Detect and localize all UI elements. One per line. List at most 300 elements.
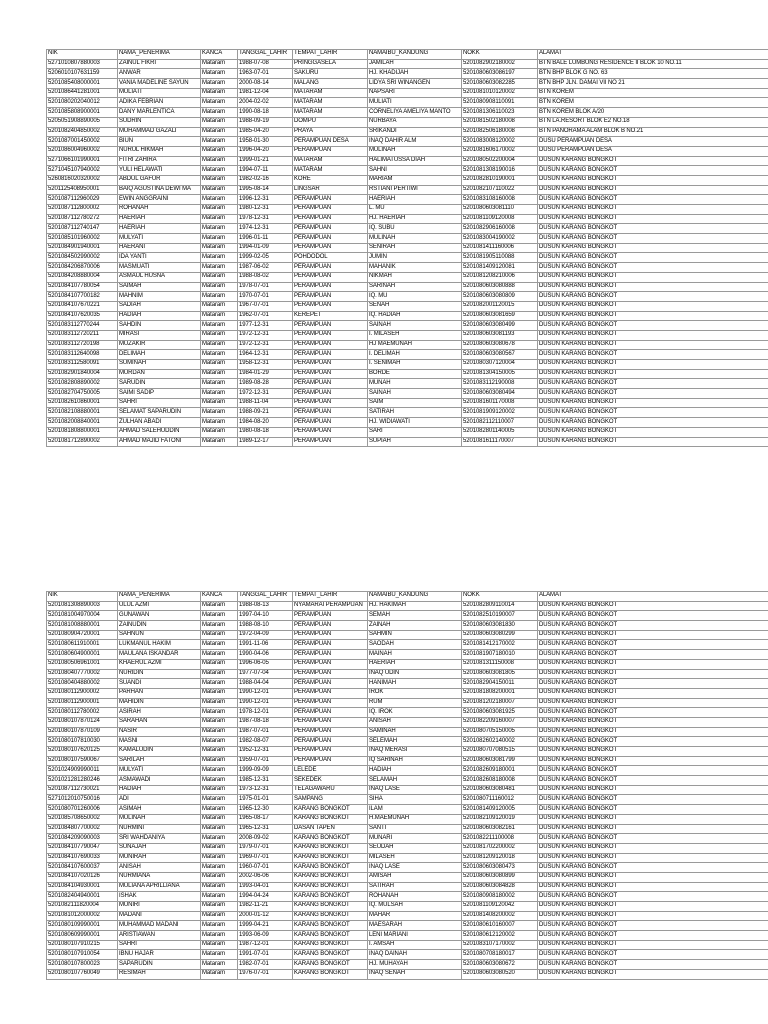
table-cell: 5201081808800001 bbox=[47, 427, 118, 437]
table-cell: 5201087001450002 bbox=[47, 137, 118, 147]
table-cell: 5201082610860001 bbox=[47, 398, 118, 408]
table-cell: 5201081702200002 bbox=[462, 843, 538, 853]
table-cell: 5201084502990002 bbox=[47, 253, 118, 263]
table-row bbox=[47, 272, 768, 282]
table-cell: MATARAM bbox=[293, 156, 368, 166]
table-cell: 5201081208210006 bbox=[462, 272, 538, 282]
table-cell: SUANDI bbox=[118, 679, 201, 689]
table-cell: Mataram bbox=[201, 253, 238, 263]
table-cell: 5201082808890002 bbox=[47, 379, 118, 389]
table-cell: 1975-01-01 bbox=[238, 795, 293, 805]
table-cell: MULIATI bbox=[368, 98, 462, 108]
table-cell: HAERIAH bbox=[368, 195, 462, 205]
table-cell: 5201080708180017 bbox=[462, 950, 538, 960]
table-cell: HANIMAH bbox=[368, 679, 462, 689]
table-cell: KARANG BONGKOT bbox=[293, 843, 368, 853]
table-cell: Mataram bbox=[201, 717, 238, 727]
table-cell: PERAMPUAN bbox=[293, 146, 368, 156]
table-row bbox=[47, 921, 768, 931]
table-row bbox=[47, 224, 768, 234]
table-row bbox=[47, 398, 768, 408]
table-cell: PERAMPUAN bbox=[293, 369, 368, 379]
table-cell: PERAMPUAN bbox=[293, 214, 368, 224]
table-cell: DUSUN KARANG BONGKOT bbox=[538, 882, 768, 892]
table-cell: PERAMPUAN bbox=[293, 360, 368, 370]
table-cell: 1990-04-06 bbox=[238, 650, 293, 660]
table-row bbox=[47, 408, 768, 418]
table-cell: MASMUATI bbox=[118, 263, 201, 273]
table-cell: DUSUN KARANG BONGKOT bbox=[538, 360, 768, 370]
table-cell: Mataram bbox=[201, 156, 238, 166]
table-cell: DUSUN KARANG BONGKOT bbox=[538, 427, 768, 437]
table-cell: NURUL HIKMAH bbox=[118, 146, 201, 156]
table-cell: KAMALUDIN bbox=[118, 747, 201, 757]
table-cell: MATARAM bbox=[293, 166, 368, 176]
table-cell: 5201082211100008 bbox=[462, 834, 538, 844]
table-cell: BIUN bbox=[118, 137, 201, 147]
table-cell: 1959-07-01 bbox=[238, 756, 293, 766]
table-row bbox=[47, 727, 768, 737]
table-row bbox=[47, 69, 768, 79]
table-cell: MUZAKIR bbox=[118, 340, 201, 350]
table-row bbox=[47, 630, 768, 640]
table-cell: DUSUN KARANG BONGKOT bbox=[538, 650, 768, 660]
table-cell: KARANG BONGKOT bbox=[293, 882, 368, 892]
table-cell: MUNIRI bbox=[118, 902, 201, 912]
table-row bbox=[47, 205, 768, 215]
table-cell: ZAINUDIN bbox=[118, 621, 201, 631]
table-cell: 1978-12-31 bbox=[238, 214, 293, 224]
table-cell: DUSUN KARANG BONGKOT bbox=[538, 214, 768, 224]
table-cell: IQ. SUBU bbox=[368, 224, 462, 234]
table-cell: 5271045107940002 bbox=[47, 166, 118, 176]
table-cell: ADIKA FEBRIAN bbox=[118, 98, 201, 108]
table-cell: KARANG BONGKOT bbox=[293, 931, 368, 941]
table-row bbox=[47, 708, 768, 718]
table-cell: 5201084107700182 bbox=[47, 292, 118, 302]
table-cell: Mataram bbox=[201, 650, 238, 660]
table-cell: INAQ DAHIR ALM bbox=[368, 137, 462, 147]
table-cell: 5201081308190016 bbox=[462, 166, 538, 176]
table-cell: KARANG BONGKOT bbox=[293, 863, 368, 873]
table-cell: Mataram bbox=[201, 872, 238, 882]
table-row bbox=[47, 776, 768, 786]
table-cell: DUSUN KARANG BONGKOT bbox=[538, 766, 768, 776]
table-cell: DUSUN KARANG BONGKOT bbox=[538, 272, 768, 282]
table-cell: Mataram bbox=[201, 137, 238, 147]
table-cell: PERAMPUAN bbox=[293, 727, 368, 737]
table-cell: 5201080109990001 bbox=[47, 921, 118, 931]
table-cell: PERAMPUAN bbox=[293, 301, 368, 311]
table-cell: PERAMPUAN bbox=[293, 205, 368, 215]
table-cell: DUSUN KARANG BONGKOT bbox=[538, 234, 768, 244]
table-cell: PERAMPUAN bbox=[293, 659, 368, 669]
table-cell: 5201081606170002 bbox=[462, 146, 538, 156]
table-cell: 1982-08-07 bbox=[238, 737, 293, 747]
table-cell: Mataram bbox=[201, 882, 238, 892]
column-header: NAMAIBU_KANDUNG bbox=[368, 592, 462, 602]
table-cell: 1958-01-30 bbox=[238, 137, 293, 147]
table-cell: PERAMPUAN DESA bbox=[293, 137, 368, 147]
table-cell: 5201082112110007 bbox=[462, 418, 538, 428]
table-cell: BTN BALE LUMBUNG RESIDENCE II BLOK 10 NO.11 bbox=[538, 59, 768, 69]
table-cell: PERAMPUAN bbox=[293, 630, 368, 640]
table-cell: 5201084107020126 bbox=[47, 872, 118, 882]
table-cell: 5201080107800023 bbox=[47, 960, 118, 970]
table-cell: MAINAH bbox=[368, 650, 462, 660]
table-cell: Mataram bbox=[201, 389, 238, 399]
table-cell: 1990-08-18 bbox=[238, 108, 293, 118]
table-cell: DUSUN KARANG BONGKOT bbox=[538, 931, 768, 941]
table-cell: 5201082810190001 bbox=[462, 175, 538, 185]
column-header: ALAMAT bbox=[538, 50, 768, 60]
table-cell: Mataram bbox=[201, 931, 238, 941]
table-cell: PERAMPUAN bbox=[293, 195, 368, 205]
table-cell: SAMINAH bbox=[368, 727, 462, 737]
table-cell: DUSUN KARANG BONGKOT bbox=[538, 340, 768, 350]
table-cell: ISHAK bbox=[118, 892, 201, 902]
table-cell: 5201080603084828 bbox=[462, 882, 538, 892]
table-row bbox=[47, 698, 768, 708]
table-cell: Mataram bbox=[201, 146, 238, 156]
table-cell: PERAMPUAN bbox=[293, 747, 368, 757]
table-cell: 1994-01-09 bbox=[238, 243, 293, 253]
table-cell: IQ. HADIAH bbox=[368, 311, 462, 321]
table-row bbox=[47, 931, 768, 941]
column-header: KANCA bbox=[201, 592, 238, 602]
table-cell: MATARAM bbox=[293, 108, 368, 118]
table-cell: HALIMATUSSA DIAH bbox=[368, 156, 462, 166]
table-cell: MULINAH bbox=[368, 234, 462, 244]
table-cell: DUSUN KARANG BONGKOT bbox=[538, 350, 768, 360]
table-row bbox=[47, 98, 768, 108]
table-cell: PERAMPUAN bbox=[293, 234, 368, 244]
table-cell: Mataram bbox=[201, 205, 238, 215]
table-cell: Mataram bbox=[201, 737, 238, 747]
table-cell: BTN KOREM bbox=[538, 98, 768, 108]
table-cell: MAULANA ISKANDAR bbox=[118, 650, 201, 660]
column-header: TANGGAL_LAHIR bbox=[238, 50, 293, 60]
table-cell: SAINAH bbox=[368, 389, 462, 399]
table-cell: Mataram bbox=[201, 175, 238, 185]
table-row bbox=[47, 611, 768, 621]
table-row bbox=[47, 717, 768, 727]
table-cell: 1972-04-09 bbox=[238, 630, 293, 640]
table-row bbox=[47, 234, 768, 244]
table-cell: 5201080107910215 bbox=[47, 940, 118, 950]
table-cell: SAINAH bbox=[368, 321, 462, 331]
table-cell: Mataram bbox=[201, 834, 238, 844]
table-cell: KARANG BONGKOT bbox=[293, 921, 368, 931]
table-cell: DUSUN KARANG BONGKOT bbox=[538, 911, 768, 921]
header-row bbox=[47, 592, 768, 602]
table-cell: 5201080603080672 bbox=[462, 960, 538, 970]
table-cell: AMISAH bbox=[368, 872, 462, 882]
table-cell: 5201081408200002 bbox=[462, 911, 538, 921]
table-cell: HAERIAH bbox=[368, 659, 462, 669]
table-cell: Mataram bbox=[201, 747, 238, 757]
table-cell: SAHNI bbox=[368, 166, 462, 176]
table-cell: 5201080603080520 bbox=[462, 969, 538, 979]
table-cell: 5201081311150008 bbox=[462, 659, 538, 669]
table-cell: PERAMPUAN bbox=[293, 224, 368, 234]
table-cell: DUSUN KARANG BONGKOT bbox=[538, 243, 768, 253]
table-cell: KARANG BONGKOT bbox=[293, 805, 368, 815]
table-cell: 5201084807700002 bbox=[47, 824, 118, 834]
table-cell: 5201082108880001 bbox=[47, 408, 118, 418]
table-cell: 5201080404880002 bbox=[47, 679, 118, 689]
table-cell: 5201081411160006 bbox=[462, 243, 538, 253]
table-cell: 5271012010750016 bbox=[47, 795, 118, 805]
table-cell: 5201081502180008 bbox=[462, 117, 538, 127]
table-cell: IQ. MULSAH bbox=[368, 902, 462, 912]
table-row bbox=[47, 659, 768, 669]
table-cell: Mataram bbox=[201, 659, 238, 669]
table-cell: PERAMPUAN bbox=[293, 379, 368, 389]
table-cell: 1989-08-28 bbox=[238, 379, 293, 389]
table-cell: 5201080705150005 bbox=[462, 727, 538, 737]
table-cell: SELAMAH bbox=[368, 776, 462, 786]
table-cell: DUSUN KARANG BONGKOT bbox=[538, 601, 768, 611]
table-cell: L. MU bbox=[368, 205, 462, 215]
table-cell: DUSUN KARANG BONGKOT bbox=[538, 892, 768, 902]
table-cell: Mataram bbox=[201, 263, 238, 273]
table-cell: 5201082209160007 bbox=[462, 717, 538, 727]
table-cell: 1988-09-19 bbox=[238, 117, 293, 127]
table-cell: 5201082608180008 bbox=[462, 776, 538, 786]
table-cell: DUSUN KARANG BONGKOT bbox=[538, 834, 768, 844]
table-cell: 1996-01-11 bbox=[238, 234, 293, 244]
table-cell: MULIATI bbox=[118, 88, 201, 98]
table-cell: 5205051908890005 bbox=[47, 117, 118, 127]
table-cell: Mataram bbox=[201, 88, 238, 98]
table-cell: 5201080603080809 bbox=[462, 292, 538, 302]
table-cell: DUSUN KARANG BONGKOT bbox=[538, 795, 768, 805]
table-cell: SELAMAT SAPARUDIN bbox=[118, 408, 201, 418]
table-row bbox=[47, 872, 768, 882]
table-cell: LELEDE bbox=[293, 766, 368, 776]
table-cell: HADIAH bbox=[118, 785, 201, 795]
table-cell: Mataram bbox=[201, 282, 238, 292]
table-cell: FITRI ZAHIRA bbox=[118, 156, 201, 166]
table-cell: DUSUN KARANG BONGKOT bbox=[538, 727, 768, 737]
table-row bbox=[47, 805, 768, 815]
table-cell: I. SENIMAH bbox=[368, 360, 462, 370]
table-cell: DUSUN KARANG BONGKOT bbox=[538, 737, 768, 747]
table-cell: 5201081308890003 bbox=[47, 601, 118, 611]
table-cell: Mataram bbox=[201, 360, 238, 370]
table-cell: DUSUN KARANG BONGKOT bbox=[538, 659, 768, 669]
table-cell: SENIRAH bbox=[368, 243, 462, 253]
table-cell: 5201080112900002 bbox=[47, 688, 118, 698]
table-cell: 5201080603080567 bbox=[462, 350, 538, 360]
table-cell: 1965-12-30 bbox=[238, 805, 293, 815]
column-header: TEMPAT_LAHIR bbox=[293, 50, 368, 60]
table-row bbox=[47, 117, 768, 127]
table-cell: 5271010807880003 bbox=[47, 59, 118, 69]
table-cell: DUSUN KARANG BONGKOT bbox=[538, 698, 768, 708]
table-cell: 5201086441281001 bbox=[47, 88, 118, 98]
table-cell: 1952-12-31 bbox=[238, 747, 293, 757]
table-cell: 1988-11-04 bbox=[238, 398, 293, 408]
table-cell: Mataram bbox=[201, 853, 238, 863]
table-cell: SARAHAN bbox=[118, 717, 201, 727]
table-cell: PERAMPUAN bbox=[293, 243, 368, 253]
table-cell: 5201080506961001 bbox=[47, 659, 118, 669]
table-cell: PERAMPUAN bbox=[293, 679, 368, 689]
table-row bbox=[47, 882, 768, 892]
table-cell: HJ MAEMUNAH bbox=[368, 340, 462, 350]
table-cell: 1970-07-01 bbox=[238, 292, 293, 302]
table-cell: 5201081409120005 bbox=[462, 805, 538, 815]
table-cell: DUSUN KARANG BONGKOT bbox=[538, 282, 768, 292]
table-row bbox=[47, 437, 768, 447]
table-row bbox=[47, 834, 768, 844]
table-cell: 5201087112800002 bbox=[47, 205, 118, 215]
table-cell: 2000-08-14 bbox=[238, 79, 293, 89]
table-cell: DUSUN KARANG BONGKOT bbox=[538, 292, 768, 302]
table-cell: Mataram bbox=[201, 59, 238, 69]
table-cell: Mataram bbox=[201, 272, 238, 282]
table-cell: 1995-08-14 bbox=[238, 185, 293, 195]
table-cell: DUSUN KARANG BONGKOT bbox=[538, 611, 768, 621]
table-row bbox=[47, 311, 768, 321]
table-cell: 5201083008120002 bbox=[462, 137, 538, 147]
table-cell: Mataram bbox=[201, 311, 238, 321]
table-cell: 5260816020320002 bbox=[47, 175, 118, 185]
table-cell: Mataram bbox=[201, 321, 238, 331]
table-cell: HJ. WIDIAWATI bbox=[368, 418, 462, 428]
table-cell: 5201082506180008 bbox=[462, 127, 538, 137]
table-cell: 1993-04-01 bbox=[238, 882, 293, 892]
table-cell: INAQ SENAH bbox=[368, 969, 462, 979]
table-cell: 1987-12-01 bbox=[238, 940, 293, 950]
table-cell: 5201082906160008 bbox=[462, 224, 538, 234]
table-cell: 5201084107670221 bbox=[47, 301, 118, 311]
table-cell: DOMPU bbox=[293, 117, 368, 127]
table-cell: KARANG BONGKOT bbox=[293, 853, 368, 863]
table-cell: KARANG BONGKOT bbox=[293, 960, 368, 970]
table-cell: I. MILASEH bbox=[368, 330, 462, 340]
table-cell: 5201080603081830 bbox=[462, 621, 538, 631]
table-cell: MAHANIK bbox=[368, 263, 462, 273]
table-row bbox=[47, 243, 768, 253]
table-row bbox=[47, 902, 768, 912]
table-cell: 5201080701260006 bbox=[47, 805, 118, 815]
table-cell: SATIRAH bbox=[368, 408, 462, 418]
table-cell: MUNIRAH bbox=[118, 853, 201, 863]
table-cell: PERAMPUAN bbox=[293, 611, 368, 621]
table-cell: 1996-12-31 bbox=[238, 195, 293, 205]
table-row bbox=[47, 669, 768, 679]
table-cell: SARINAH bbox=[368, 282, 462, 292]
table-cell: 5201082001120015 bbox=[462, 301, 538, 311]
table-cell: 1972-12-31 bbox=[238, 340, 293, 350]
header-row bbox=[47, 50, 768, 60]
table-cell: Mataram bbox=[201, 911, 238, 921]
table-cell: 1994-07-11 bbox=[238, 166, 293, 176]
table-cell: Mataram bbox=[201, 863, 238, 873]
table-cell: DUSUN KARANG BONGKOT bbox=[538, 185, 768, 195]
table-cell: 5201081808200001 bbox=[462, 688, 538, 698]
table-cell: 5201081907180010 bbox=[462, 650, 538, 660]
table-cell: SAODAH bbox=[368, 640, 462, 650]
table-cell: PERAMPUAN bbox=[293, 340, 368, 350]
table-cell: DUSUN KARANG BONGKOT bbox=[538, 669, 768, 679]
table-cell: 1987-06-02 bbox=[238, 263, 293, 273]
table-cell: PERAMPUAN bbox=[293, 669, 368, 679]
table-cell: SUDRIN bbox=[118, 117, 201, 127]
table-cell: ASMAUL HUSNA bbox=[118, 272, 201, 282]
table-cell: Mataram bbox=[201, 843, 238, 853]
table-cell: MAHAR bbox=[368, 911, 462, 921]
table-body bbox=[47, 592, 768, 980]
table-row bbox=[47, 737, 768, 747]
table-cell: KORE bbox=[293, 175, 368, 185]
table-cell: Mataram bbox=[201, 621, 238, 631]
table-cell: LUKMANUL HAKIM bbox=[118, 640, 201, 650]
table-cell: ROHANAH bbox=[118, 205, 201, 215]
table-cell: 5201081905110088 bbox=[462, 253, 538, 263]
table-cell: SAHNUN bbox=[118, 630, 201, 640]
table-cell: Mataram bbox=[201, 166, 238, 176]
table-cell: 5201082801140005 bbox=[462, 427, 538, 437]
table-row bbox=[47, 253, 768, 263]
table-cell: DUSUN KARANG BONGKOT bbox=[538, 950, 768, 960]
table-cell: 5201081209120018 bbox=[462, 853, 538, 863]
table-cell: DUSUN KARANG BONGKOT bbox=[538, 679, 768, 689]
table-cell: DUSU PERAMPUAN DESA bbox=[538, 137, 768, 147]
table-cell: 5201083112770244 bbox=[47, 321, 118, 331]
table-cell: 5201080609990001 bbox=[47, 931, 118, 941]
table-cell: 5201086004960002 bbox=[47, 146, 118, 156]
table-cell: YULI HELAWATI bbox=[118, 166, 201, 176]
table-cell: 5201080107620125 bbox=[47, 747, 118, 757]
table-row bbox=[47, 814, 768, 824]
table-row bbox=[47, 747, 768, 757]
table-cell: 1974-12-31 bbox=[238, 224, 293, 234]
table-cell: 5201080502200004 bbox=[462, 156, 538, 166]
table-cell: Mataram bbox=[201, 601, 238, 611]
table-cell: 5201082111820004 bbox=[47, 902, 118, 912]
table-cell: Mataram bbox=[201, 214, 238, 224]
table-cell: 5201081409120081 bbox=[462, 263, 538, 273]
table-cell: Mataram bbox=[201, 408, 238, 418]
table-cell: DUSUN KARANG BONGKOT bbox=[538, 688, 768, 698]
table-cell: Mataram bbox=[201, 427, 238, 437]
table-row bbox=[47, 679, 768, 689]
table-cell: Mataram bbox=[201, 708, 238, 718]
table-cell: 1963-07-01 bbox=[238, 69, 293, 79]
table-cell: 1991-07-01 bbox=[238, 950, 293, 960]
table-cell: Mataram bbox=[201, 301, 238, 311]
table-cell: DUSUN KARANG BONGKOT bbox=[538, 253, 768, 263]
column-header: TANGGAL_LAHIR bbox=[238, 592, 293, 602]
table-row bbox=[47, 321, 768, 331]
table-cell: NURMINI bbox=[118, 824, 201, 834]
table-cell: H.MAEMUNAH bbox=[368, 814, 462, 824]
table-cell: DUSUN KARANG BONGKOT bbox=[538, 969, 768, 979]
table-cell: Mataram bbox=[201, 185, 238, 195]
table-row bbox=[47, 301, 768, 311]
table-cell: 5201080107870109 bbox=[47, 727, 118, 737]
table-cell: 5201082109120019 bbox=[462, 814, 538, 824]
table-cell: Mataram bbox=[201, 224, 238, 234]
table-cell: 5201081712890002 bbox=[47, 437, 118, 447]
table-cell: LIDYA SRI WINANGEN bbox=[368, 79, 462, 89]
table-cell: BTN BHP JLN. DAMAI VII NO 21 bbox=[538, 79, 768, 89]
table-cell: 1978-12-01 bbox=[238, 708, 293, 718]
